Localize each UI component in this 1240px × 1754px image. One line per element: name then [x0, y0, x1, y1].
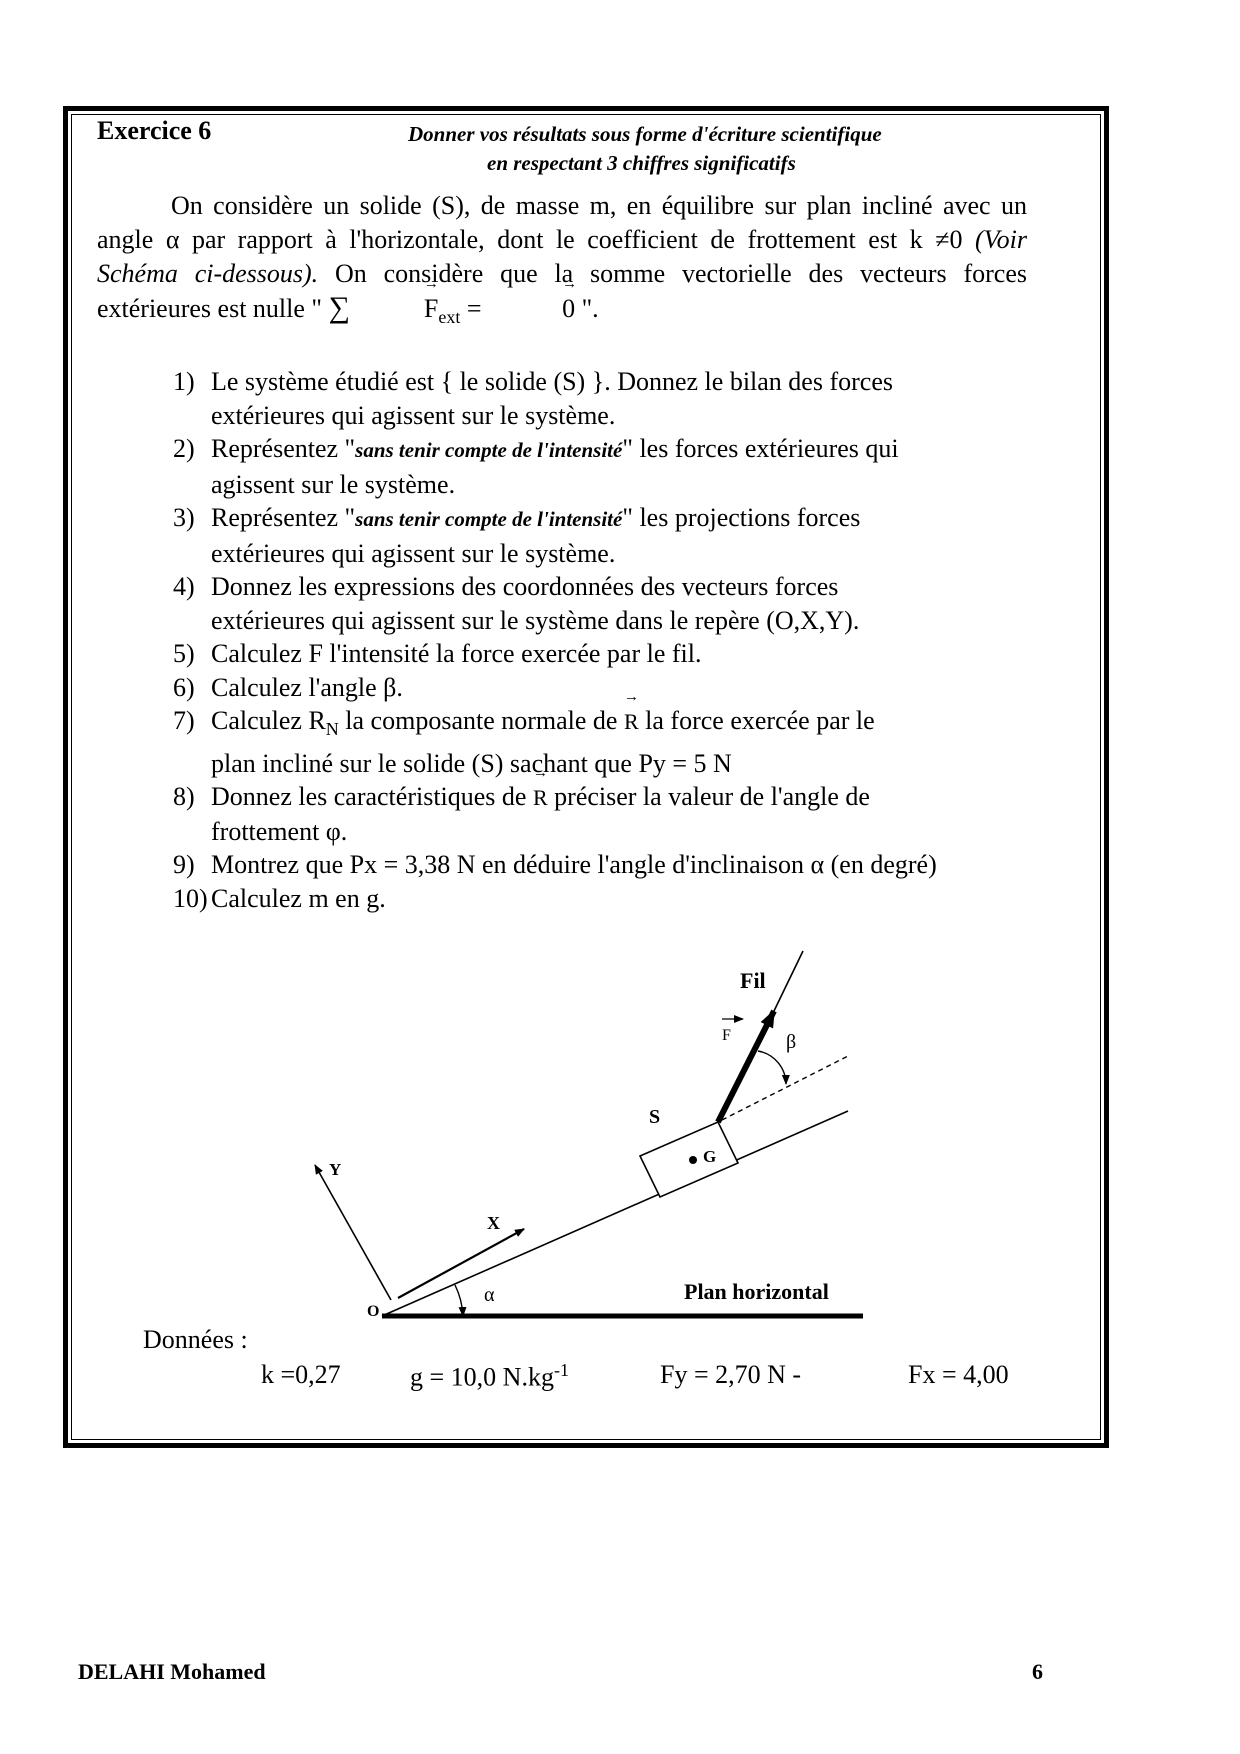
- label-s: S: [649, 1106, 661, 1128]
- list-item: 6) Calculez l'angle β.: [173, 672, 403, 702]
- label-plan-horizontal: Plan horizontal: [684, 1279, 829, 1304]
- force-subscript-ext: ext: [438, 307, 461, 328]
- beta-arc: [758, 1051, 786, 1084]
- label-o: O: [367, 1303, 380, 1320]
- list-item: 9) Montrez que Px = 3,38 N en déduire l'angle d'inclinaison α (en degré): [173, 850, 937, 880]
- label-y: Y: [329, 1160, 342, 1179]
- donnee-g: [410, 1360, 569, 1393]
- label-beta: β: [786, 1031, 797, 1053]
- k-condition: ≠0: [935, 225, 963, 254]
- instruction-line-2: en respectant 3 chiffres significatifs: [487, 151, 796, 175]
- footer-page-number: 6: [1032, 1659, 1043, 1684]
- zero-vector: → 0: [488, 292, 575, 326]
- donnee-k: k =0,27: [261, 1360, 341, 1389]
- donnee-fx: Fx = 4,00: [908, 1360, 1009, 1389]
- list-item: 5) Calculez F l'intensité la force exercée par le fil.: [173, 639, 702, 668]
- schema-reference: (Voir Schéma ci-dessous).: [97, 225, 1028, 288]
- alpha-arc: [455, 1285, 463, 1316]
- list-item: 1) Le système étudié est { le solide (S) }. Donnez le bilan des forces extérieures qui agissent sur le système.: [173, 367, 893, 430]
- x-axis-arrow: [398, 1229, 524, 1298]
- list-item: 4) Donnez les expressions des coordonnées des vecteurs forces extérieures qui agissent sur le système dans le repère (O,X,Y).: [173, 572, 860, 635]
- footer-author: DELAHI Mohamed: [78, 1659, 266, 1684]
- equals-sign: =: [460, 294, 489, 323]
- end-quote: ".: [575, 294, 599, 323]
- donnees-label: Données :: [143, 1325, 248, 1354]
- solid-block: [640, 1122, 738, 1197]
- instruction-line-1: Donner vos résultats sous forme d'écriture scientifique: [408, 122, 882, 146]
- list-item: 2) Représentez "sans tenir compte de l'intensité" les forces extérieures qui agissent sur le système.: [173, 434, 899, 499]
- donnee-g-main: g = 10,0 N.kg: [410, 1362, 554, 1392]
- label-alpha: α: [484, 1284, 495, 1306]
- dashed-plane-parallel: [722, 1055, 850, 1120]
- exercise-title: Exercice 6: [97, 116, 212, 145]
- list-item: 8) Donnez les caractéristiques de → R préciser la valeur de l'angle de frottement φ.: [173, 780, 1073, 848]
- sum-symbol: ∑: [328, 291, 350, 324]
- label-fil: Fil: [740, 968, 766, 993]
- center-of-mass-dot: [689, 1156, 697, 1164]
- y-axis-arrow: [315, 1165, 391, 1300]
- wire-line: [774, 951, 803, 1011]
- list-item: 3) Représentez "sans tenir compte de l'intensité" les projections forces extérieures qui agissent sur le système.: [173, 503, 861, 568]
- label-x: X: [487, 1213, 500, 1233]
- donnee-g-exponent: -1: [553, 1360, 569, 1380]
- label-f: F: [722, 1027, 731, 1044]
- donnee-fy: Fy = 2,70 N -: [660, 1360, 802, 1389]
- force-vector-f: → F: [350, 292, 438, 326]
- list-item: 10) Calculez m en g.: [173, 883, 386, 913]
- label-g: G: [703, 1147, 717, 1166]
- list-item: 7) Calculez $R_N$ la composante normale de → R la force exercée par le plan incliné sur le solide (S) sachant que Py = 5 N: [173, 704, 1073, 780]
- intro-part1: On considère un solide (S), de masse m, en équilibre sur plan incliné avec un angle α par rapport à l'horizontale, dont le coefficient de frottement est k: [97, 191, 1027, 254]
- intro-part2: On considère que la somme vectorielle des vecteurs forces extérieures est nulle ": [97, 259, 1027, 323]
